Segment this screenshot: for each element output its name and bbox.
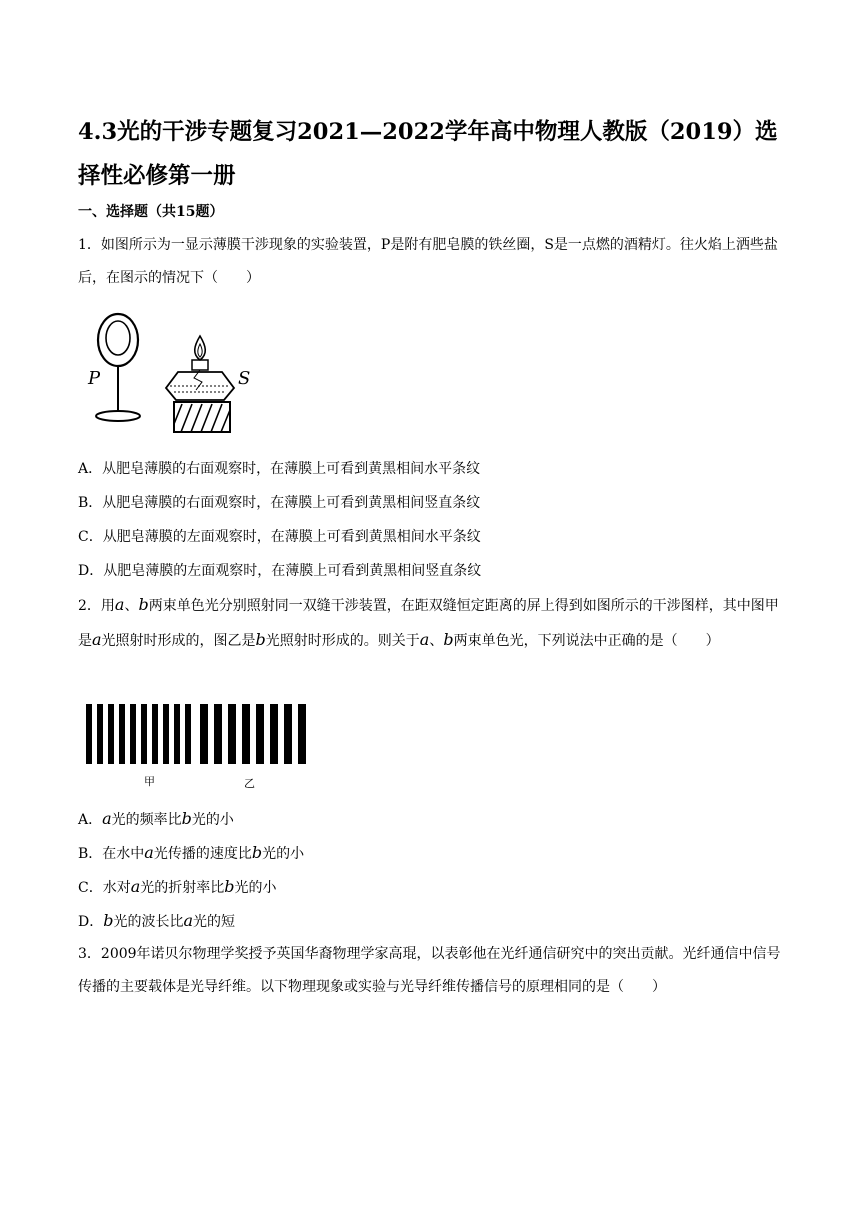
label-s: S	[238, 368, 251, 389]
section-heading: 一、选择题（共15题）	[78, 204, 224, 220]
question-3-stem: 3．2009年诺贝尔物理学奖授予英国华裔物理学家高琨，以表彰他在光纤通信研究中的突出贡献。光纤通信中信号传播的主要载体是光导纤维。以下物理现象或实验与光导纤维传播信号的原理相同的是（ ）	[78, 946, 781, 995]
question-2-option-c: C．水对a光的折射率比b光的小	[78, 877, 277, 896]
question-2-option-d: D．b光的波长比a光的短	[78, 911, 236, 930]
question-2-option-a: A．a光的频率比b光的小	[78, 809, 234, 828]
ring-stand-base	[96, 411, 140, 421]
question-2-stem: 2．用a、b两束单色光分别照射同一双缝干涉装置，在距双缝恒定距离的屏上得到如图所示的干涉图样，其中图甲是a光照射时形成的，图乙是b光照射时形成的。则关于a、b两束单色光，下列说法中正确的是（ ）	[78, 595, 779, 649]
question-1-stem: 1．如图所示为一显示薄膜干涉现象的实验装置，P是附有肥皂膜的铁丝圈，S是一点燃的酒精灯。往火焰上洒些盐后，在图示的情况下（ ）	[78, 237, 778, 286]
document-title: 4.3光的干涉专题复习2021—2022学年高中物理人教版（2019）选择性必修第一册	[78, 119, 778, 189]
label-yi: 乙	[244, 777, 255, 790]
pattern-b-fringes	[200, 704, 306, 764]
label-jia: 甲	[144, 775, 155, 788]
question-2-option-b: B．在水中a光传播的速度比b光的小	[78, 843, 305, 862]
question-1-option-d: D．从肥皂薄膜的左面观察时，在薄膜上可看到黄黑相间竖直条纹	[78, 563, 482, 579]
pattern-a-fringes	[86, 704, 191, 764]
question-1-option-a: A．从肥皂薄膜的右面观察时，在薄膜上可看到黄黑相间水平条纹	[78, 461, 481, 477]
soap-film-inner	[106, 321, 130, 355]
question-1-option-c: C．从肥皂薄膜的左面观察时，在薄膜上可看到黄黑相间水平条纹	[78, 529, 481, 545]
soap-film-apparatus-figure	[82, 306, 262, 436]
question-1-option-b: B．从肥皂薄膜的右面观察时，在薄膜上可看到黄黑相间竖直条纹	[78, 495, 481, 511]
interference-patterns-figure	[82, 702, 314, 796]
label-p: P	[88, 368, 101, 389]
